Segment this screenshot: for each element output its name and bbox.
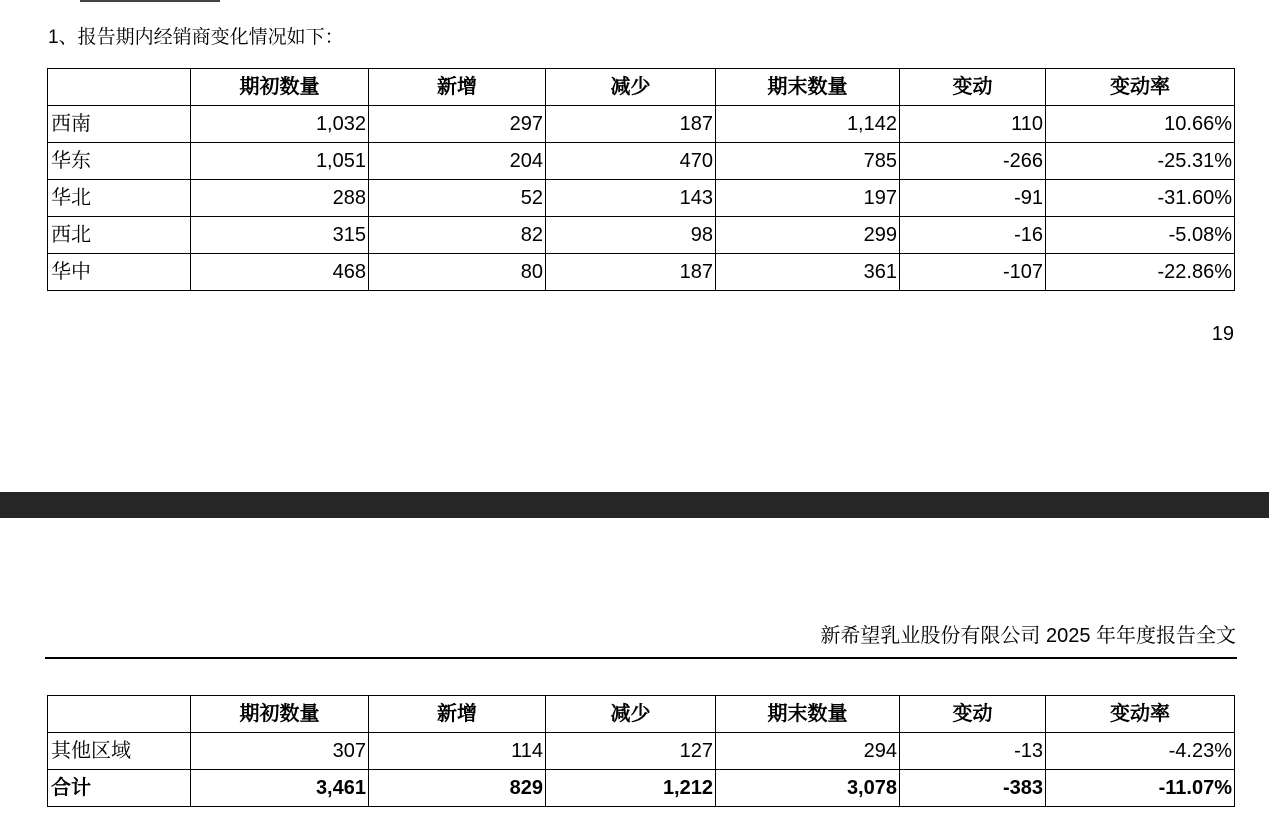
distributor-change-table	[47, 68, 1235, 291]
cell-region: 华北	[48, 180, 191, 217]
header-reduced: 减少	[546, 69, 716, 106]
cell-change: -13	[900, 733, 1046, 770]
cell-reduced: 187	[546, 106, 716, 143]
cell-reduced: 127	[546, 733, 716, 770]
cell-closing: 361	[716, 254, 900, 291]
table-row	[48, 254, 1235, 291]
header-added: 新增	[369, 696, 546, 733]
cell-change-rate: -31.60%	[1046, 180, 1235, 217]
distributor-change-table-continued	[47, 695, 1235, 807]
table-header-row	[48, 69, 1235, 106]
cell-change-rate: 10.66%	[1046, 106, 1235, 143]
cell-region: 合计	[48, 770, 191, 807]
header-change-rate: 变动率	[1046, 696, 1235, 733]
cell-change: -107	[900, 254, 1046, 291]
header-opening-count: 期初数量	[191, 696, 369, 733]
cell-opening: 1,032	[191, 106, 369, 143]
cell-closing: 1,142	[716, 106, 900, 143]
cell-added: 829	[369, 770, 546, 807]
cell-reduced: 187	[546, 254, 716, 291]
header-change: 变动	[900, 69, 1046, 106]
cell-added: 114	[369, 733, 546, 770]
cell-region: 华东	[48, 143, 191, 180]
header-reduced: 减少	[546, 696, 716, 733]
header-change: 变动	[900, 696, 1046, 733]
cell-change: 110	[900, 106, 1046, 143]
cell-change: -16	[900, 217, 1046, 254]
running-header: 新希望乳业股份有限公司 2025 年年度报告全文	[820, 625, 1236, 647]
cell-reduced: 143	[546, 180, 716, 217]
cell-region: 西北	[48, 217, 191, 254]
page-separator	[0, 492, 1269, 518]
cell-change: -91	[900, 180, 1046, 217]
table-header-row	[48, 696, 1235, 733]
table-row	[48, 180, 1235, 217]
header-closing-count: 期末数量	[716, 696, 900, 733]
table-total-row	[48, 770, 1235, 807]
cell-change: -266	[900, 143, 1046, 180]
cell-opening: 468	[191, 254, 369, 291]
cell-reduced: 98	[546, 217, 716, 254]
cell-change-rate: -5.08%	[1046, 217, 1235, 254]
header-region	[48, 69, 191, 106]
header-change-rate: 变动率	[1046, 69, 1235, 106]
cell-change-rate: -22.86%	[1046, 254, 1235, 291]
cell-closing: 785	[716, 143, 900, 180]
header-added: 新增	[369, 69, 546, 106]
cell-reduced: 470	[546, 143, 716, 180]
cell-closing: 3,078	[716, 770, 900, 807]
cell-added: 204	[369, 143, 546, 180]
header-region	[48, 696, 191, 733]
cell-closing: 299	[716, 217, 900, 254]
cell-closing: 294	[716, 733, 900, 770]
table-row	[48, 217, 1235, 254]
table-row	[48, 143, 1235, 180]
cell-reduced: 1,212	[546, 770, 716, 807]
table-row	[48, 106, 1235, 143]
cell-added: 297	[369, 106, 546, 143]
cell-added: 80	[369, 254, 546, 291]
cell-change-rate: -11.07%	[1046, 770, 1235, 807]
cell-closing: 197	[716, 180, 900, 217]
cell-opening: 307	[191, 733, 369, 770]
cell-opening: 3,461	[191, 770, 369, 807]
cell-region: 华中	[48, 254, 191, 291]
cell-change-rate: -25.31%	[1046, 143, 1235, 180]
cell-region: 其他区域	[48, 733, 191, 770]
cell-opening: 1,051	[191, 143, 369, 180]
cell-region: 西南	[48, 106, 191, 143]
cell-opening: 315	[191, 217, 369, 254]
section-heading: 1、报告期内经销商变化情况如下：	[48, 27, 344, 48]
cell-opening: 288	[191, 180, 369, 217]
cell-change: -383	[900, 770, 1046, 807]
previous-content-fragment	[80, 0, 220, 5]
cell-added: 52	[369, 180, 546, 217]
table-row	[48, 733, 1235, 770]
header-opening-count: 期初数量	[191, 69, 369, 106]
header-rule	[45, 657, 1237, 659]
header-closing-count: 期末数量	[716, 69, 900, 106]
cell-added: 82	[369, 217, 546, 254]
page-number: 19	[1211, 323, 1234, 345]
cell-change-rate: -4.23%	[1046, 733, 1235, 770]
